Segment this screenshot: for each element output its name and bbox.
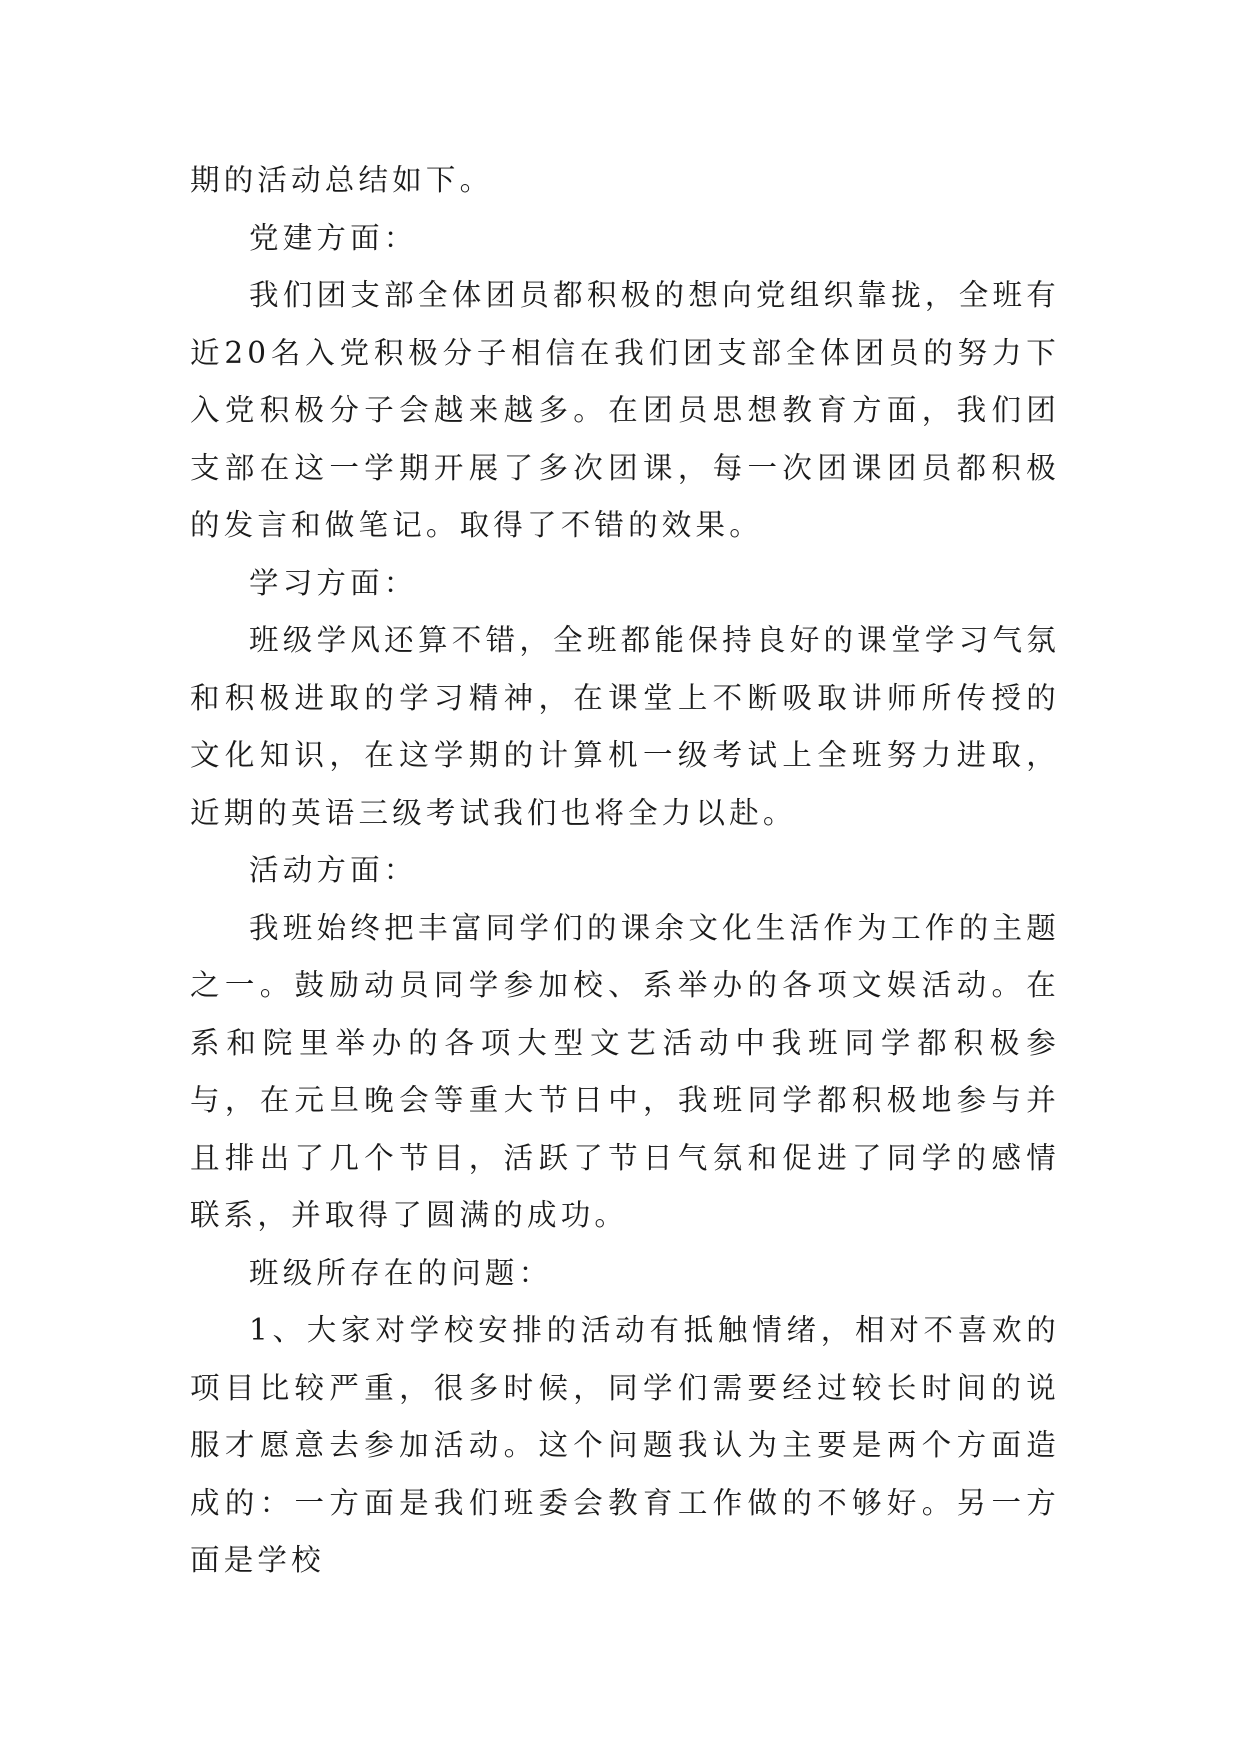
section-heading-party-building: 党建方面： (249, 220, 418, 255)
section-heading-study: 学习方面： (249, 565, 418, 600)
paragraph-continuation: 期的活动总结如下。 (190, 163, 494, 197)
section-heading-activities: 活动方面： (249, 853, 418, 887)
paragraph-activities: 我班始终把丰富同学们的课余文化生活作为工作的主题之一。鼓励动员同学参加校、系举办的各项文娱活动。在系和院里举办的各项大型文艺活动中我班同学都积极参与，在元旦晚会等重大节日中，我班同学都积极地参与并且排出了几个节目，活跃了节日气氛和促进了同学的感情联系，并取得了圆满的成功。 (190, 910, 1060, 1232)
section-heading-problems: 班级所存在的问题： (249, 1255, 553, 1290)
paragraph-study: 班级学风还算不错，全班都能保持良好的课堂学习气氛和积极进取的学习精神，在课堂上不断吸取讲师所传授的文化知识，在这学期的计算机一级考试上全班努力进取，近期的英语三级考试我们也将全力以赴。 (190, 623, 1060, 830)
paragraph-problem-1: 1、大家对学校安排的活动有抵触情绪，相对不喜欢的项目比较严重，很多时候，同学们需要经过较长时间的说服才愿意去参加活动。这个问题我认为主要是两个方面造成的：一方面是我们班委会教育工作做的不够好。另一方面是学校 (190, 1313, 1060, 1577)
document-body (190, 152, 1060, 1590)
paragraph-party-building: 我们团支部全体团员都积极的想向党组织靠拢，全班有近20名入党积极分子相信在我们团支部全体团员的努力下入党积极分子会越来越多。在团员思想教育方面，我们团支部在这一学期开展了多次团课，每一次团课团员都积极的发言和做笔记。取得了不错的效果。 (190, 278, 1060, 542)
